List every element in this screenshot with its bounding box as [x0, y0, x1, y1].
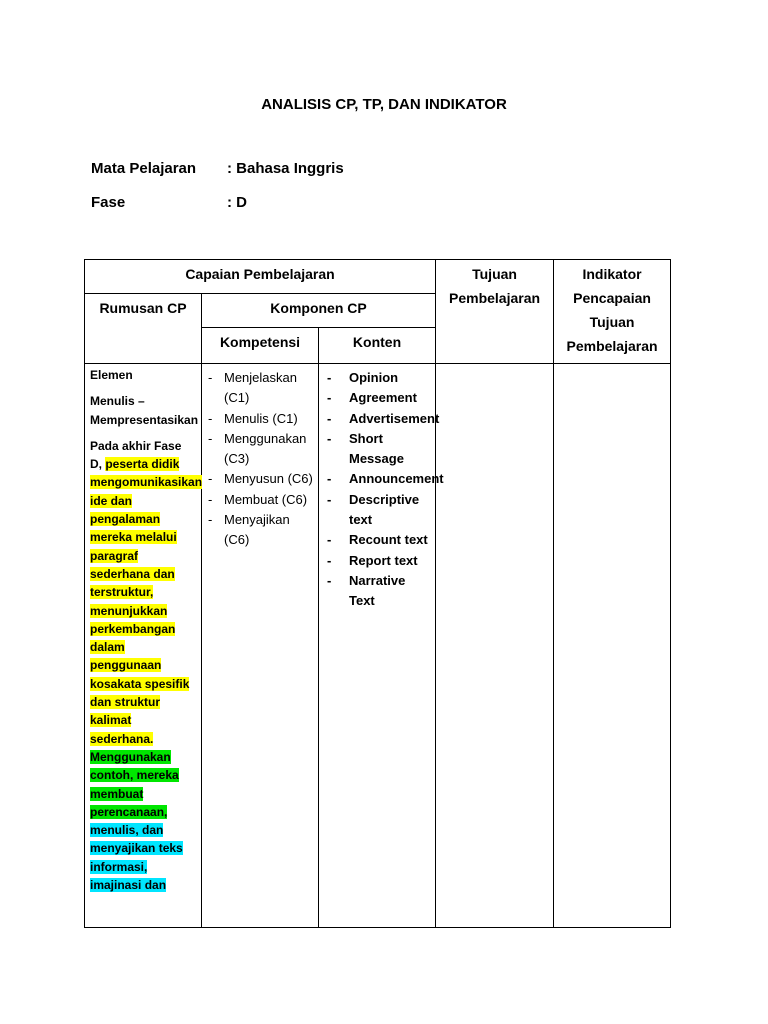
- meta-fase: [91, 194, 247, 211]
- list-item: - Narrative Text: [327, 571, 433, 612]
- meta-value: : Bahasa Inggris: [227, 160, 344, 177]
- tujuan-pembelajaran-cell: [436, 364, 554, 928]
- header-konten: Konten: [319, 328, 436, 364]
- kompetensi-cell: [202, 364, 319, 928]
- list-item: - Menjelaskan (C1): [208, 368, 316, 409]
- list-item: - Membuat (C6): [208, 490, 316, 510]
- header-tujuan-line: Pembelajaran: [449, 290, 541, 306]
- list-item: - Menulis (C1): [208, 409, 316, 429]
- header-indikator-line: Tujuan: [589, 314, 635, 330]
- header-indikator: [554, 260, 671, 364]
- list-item: - Advertisement: [327, 409, 433, 429]
- konten-cell: [319, 364, 444, 928]
- konten-list: [319, 364, 444, 612]
- header-komponen-cp: Komponen CP: [202, 294, 436, 328]
- analysis-table: [84, 259, 671, 928]
- rumusan-highlight-cyan: menulis, dan menyajikan teks informasi, imajinasi dan: [90, 823, 183, 893]
- elemen-label: Elemen: [90, 368, 133, 382]
- header-tujuan-pembelajaran: [436, 260, 554, 364]
- header-tujuan-line: Tujuan: [472, 266, 517, 282]
- indikator-cell: [554, 364, 671, 928]
- meta-label: Fase: [91, 194, 126, 211]
- header-indikator-line: Indikator: [582, 266, 642, 282]
- list-item: - Agreement: [327, 388, 433, 408]
- header-kompetensi: Kompetensi: [202, 328, 319, 364]
- list-item: - Menggunakan (C3): [208, 429, 316, 470]
- header-indikator-line: Pembelajaran: [566, 338, 658, 354]
- rumusan-text: [90, 437, 203, 894]
- page-title: ANALISIS CP, TP, DAN INDIKATOR: [261, 96, 507, 113]
- rumusan-cp-cell: [85, 364, 202, 928]
- list-item: - Menyusun (C6): [208, 469, 316, 489]
- list-item: - Short Message: [327, 429, 433, 470]
- list-item: - Opinion: [327, 368, 433, 388]
- list-item: - Report text: [327, 551, 433, 571]
- meta-label: Mata Pelajaran: [91, 160, 197, 177]
- kompetensi-list: [202, 364, 318, 551]
- list-item: - Menyajikan (C6): [208, 510, 316, 551]
- rumusan-highlight-green: Menggunakan contoh, mereka membuat perencanaan,: [90, 749, 179, 819]
- list-item: - Recount text: [327, 530, 433, 550]
- meta-mata-pelajaran: [91, 160, 344, 177]
- rumusan-highlight-yellow: peserta didik mengomunikasikan ide dan pengalaman mereka melalui paragraf sederhana dan terstruktur, menunjukkan perkembangan dalam penggunaan kosakata spesifik dan struktur kalimat sederhana.: [90, 457, 203, 746]
- header-indikator-line: Pencapaian: [573, 290, 651, 306]
- header-rumusan-cp: Rumusan CP: [85, 294, 202, 364]
- list-item: - Descriptive text: [327, 490, 433, 531]
- meta-value: : D: [227, 194, 247, 211]
- rumusan-text-plain: Pada akhir Fase D,: [90, 438, 182, 472]
- header-capaian-pembelajaran: Capaian Pembelajaran: [85, 260, 436, 294]
- elemen-name: Menulis – Mempresentasikan: [90, 394, 199, 427]
- list-item: - Announcement: [327, 469, 433, 489]
